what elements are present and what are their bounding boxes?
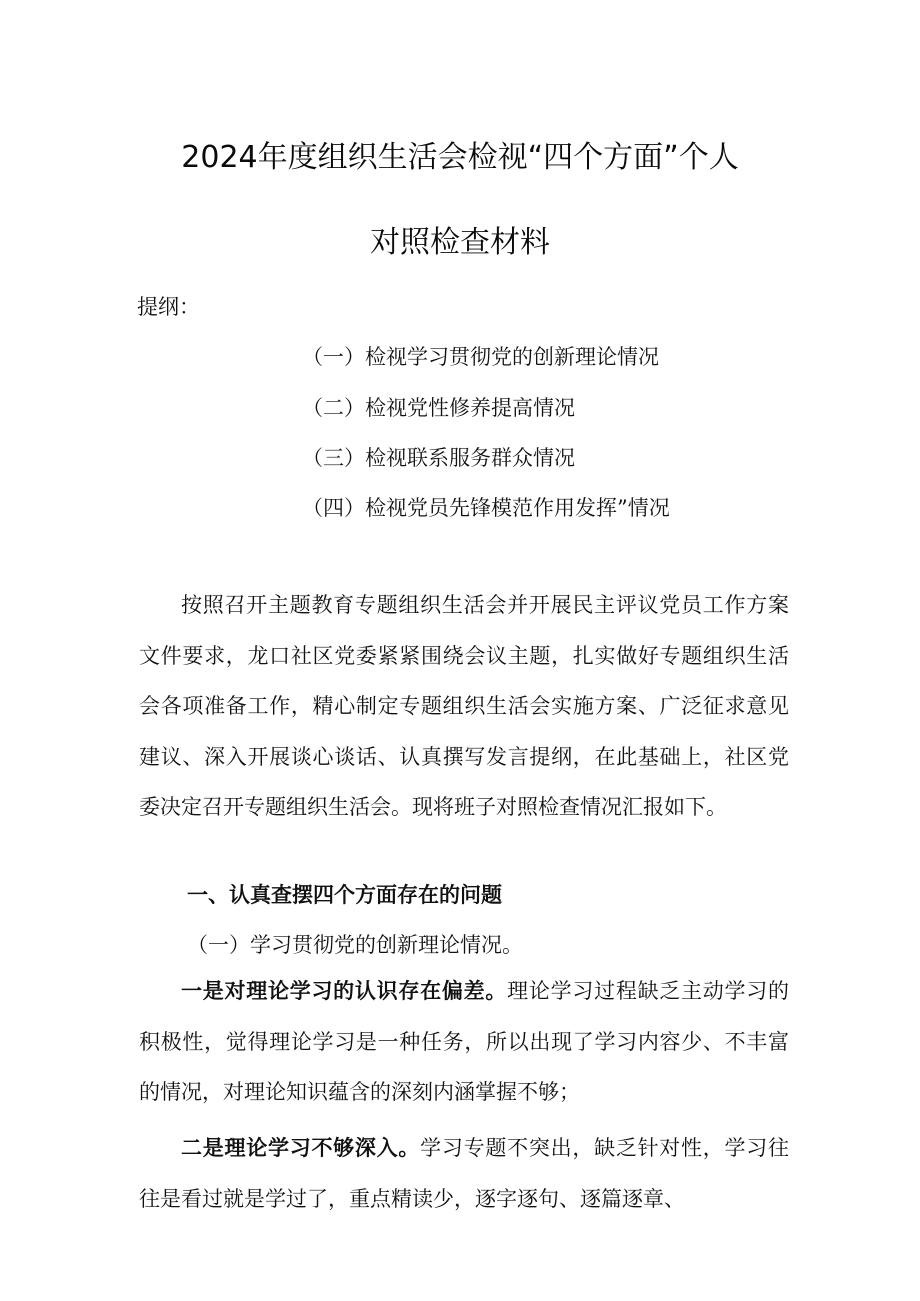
point-paragraph-1 — [139, 966, 789, 1118]
subsection-heading: （一）学习贯彻党的创新理论情况。 — [187, 933, 523, 957]
document-title-line-2: 对照检查材料 — [370, 225, 550, 260]
point-paragraph-2 — [139, 1123, 789, 1224]
outline-item-2: （二）检视党性修养提高情况 — [302, 396, 575, 420]
intro-paragraph: 按照召开主题教育专题组织生活会并开展民主评议党员工作方案文件要求，龙口社区党委紧紧围绕会议主题，扎实做好专题组织生活会各项准备工作，精心制定专题组织生活会实施方案、广泛征求意见建议、深入开展谈心谈话、认真撰写发言提纲，在此基础上，社区党委决定召开专题组织生活会。现将班子对照检查情况汇报如下。 — [139, 593, 789, 819]
outline-item-3: （三）检视联系服务群众情况 — [302, 446, 575, 470]
outline-item-1: （一）检视学习贯彻党的创新理论情况 — [302, 345, 659, 369]
document-title-line-1: 2024年度组织生活会检视“四个方面”个人 — [181, 140, 739, 175]
point-2-lead: 二是理论学习不够深入。 — [181, 1135, 421, 1160]
section-heading: 一、认真查摆四个方面存在的问题 — [187, 882, 502, 907]
outline-label: 提纲： — [137, 295, 200, 319]
point-2-text: 学习专题不突出，缺乏针对性，学习往往是看过就是学过了，重点精读少，逐字逐句、逐篇逐章、 — [139, 1136, 790, 1211]
outline-item-4: （四）检视党员先锋模范作用发挥”情况 — [302, 496, 670, 520]
point-1-text: 理论学习过程缺乏主动学习的积极性，觉得理论学习是一种任务，所以出现了学习内容少、不丰富的情况，对理论知识蕴含的深刻内涵掌握不够； — [139, 979, 790, 1104]
point-1-lead: 一是对理论学习的认识存在偏差。 — [181, 978, 508, 1003]
